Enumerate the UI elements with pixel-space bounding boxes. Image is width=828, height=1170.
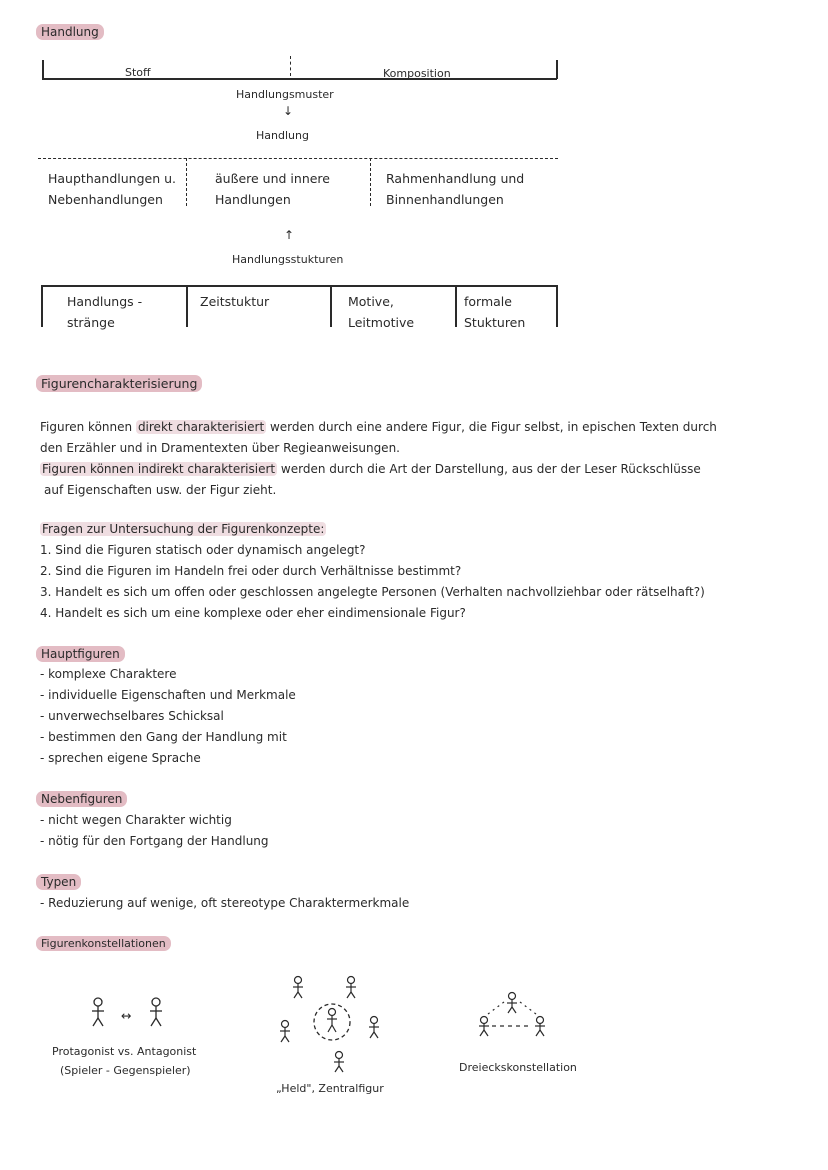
paragraph-direkt xyxy=(40,417,800,501)
paragraph-indirekt-line2: auf Eigenschaften usw. der Figur zieht. xyxy=(44,483,277,497)
label-handlungsstrukturen: Handlungsstukturen xyxy=(232,253,344,266)
box-top-line xyxy=(41,285,557,287)
fragen-heading xyxy=(40,519,800,540)
frage-item: 3. Handelt es sich um offen oder geschlossen angelegte Personen (Verhalten nachvollziehbar oder rätselhaft?) xyxy=(40,585,705,599)
highlight-indirekt: Figuren können indirekt charakterisiert xyxy=(42,462,276,476)
list-item: - unverwechselbares Schicksal xyxy=(40,709,224,723)
box3-text xyxy=(348,291,414,333)
box2-text: Zeitstuktur xyxy=(200,294,270,309)
frage-item: 2. Sind die Figuren im Handeln frei oder durch Verhältnisse bestimmt? xyxy=(40,564,462,578)
box1-line2: stränge xyxy=(67,315,115,330)
col3-text xyxy=(386,168,524,210)
list-item: - Reduzierung auf wenige, oft stereotype Charaktermerkmale xyxy=(40,896,410,910)
constellation-dreieck xyxy=(472,990,552,1036)
section-heading-handlung: Handlung xyxy=(36,24,104,40)
p1-start: Figuren können xyxy=(40,420,136,434)
box-left-line xyxy=(41,285,43,327)
list-item: - nicht wegen Charakter wichtig xyxy=(40,813,232,827)
paragraph-direkt-line2: den Erzähler und in Dramentexten über Regieanweisungen. xyxy=(40,441,400,455)
dashed-divider xyxy=(38,158,558,159)
stick-figure-icon xyxy=(293,977,303,999)
frage-item: 4. Handelt es sich um eine komplexe oder eher eindimensionale Figur? xyxy=(40,606,466,620)
frage-item: 1. Sind die Figuren statisch oder dynamisch angelegt? xyxy=(40,543,366,557)
box1-text xyxy=(67,291,142,333)
constellation-held xyxy=(276,972,386,1072)
stick-figure-icon xyxy=(369,1017,379,1039)
fragen-block xyxy=(40,519,800,624)
section-heading-nebenfiguren: Nebenfiguren xyxy=(36,791,127,807)
p2-rest: werden durch die Art der Darstellung, aus der der Leser Rückschlüsse xyxy=(277,462,701,476)
list-item: - nötig für den Fortgang der Handlung xyxy=(40,834,269,848)
section-heading-figurencharakterisierung: Figurencharakterisierung xyxy=(36,375,202,392)
stick-figure-icon xyxy=(92,998,104,1026)
box-divider-3 xyxy=(455,285,457,327)
box4-line1: formale xyxy=(464,294,512,309)
col2-line2: Handlungen xyxy=(215,192,291,207)
box1-line1: Handlungs - xyxy=(67,294,143,309)
box-divider-1 xyxy=(186,285,188,327)
top-bracket-right-tick xyxy=(556,60,558,79)
paragraph-direkt-line1 xyxy=(40,417,800,438)
label-held: „Held", Zentralfigur xyxy=(276,1082,384,1095)
col2-text xyxy=(215,168,330,210)
col1-text xyxy=(48,168,176,210)
fragen-heading-text: Fragen zur Untersuchung der Figurenkonzepte: xyxy=(42,522,325,536)
stick-figure-icon xyxy=(346,977,356,999)
section-heading-typen: Typen xyxy=(36,874,81,890)
top-bracket-left-tick xyxy=(42,60,44,79)
box4-text xyxy=(464,291,525,333)
section-heading-hauptfiguren: Hauptfiguren xyxy=(36,646,125,662)
list-item: - individuelle Eigenschaften und Merkmale xyxy=(40,688,296,702)
box3-line1: Motive, xyxy=(348,294,394,309)
stick-figure-icon xyxy=(334,1052,344,1073)
p1-rest: werden durch eine andere Figur, die Figur selbst, in epischen Texten durch xyxy=(266,420,717,434)
label-stoff: Stoff xyxy=(125,66,151,79)
hauptfiguren-list xyxy=(40,664,296,769)
paragraph-indirekt-line1 xyxy=(40,459,800,480)
box-right-line xyxy=(556,285,558,327)
stick-figure-icon xyxy=(507,993,517,1014)
col3-line1: Rahmenhandlung und xyxy=(386,171,525,186)
top-bracket-line xyxy=(42,78,557,80)
list-item: - bestimmen den Gang der Handlung mit xyxy=(40,730,287,744)
list-item: - komplexe Charaktere xyxy=(40,667,177,681)
arrow-down-icon: ↓ xyxy=(283,104,294,118)
stick-figure-icon xyxy=(327,1009,337,1033)
col3-line2: Binnenhandlungen xyxy=(386,192,504,207)
label-protagonist-line2: (Spieler - Gegenspieler) xyxy=(60,1064,191,1077)
box4-line2: Stukturen xyxy=(464,315,526,330)
stick-figure-icon xyxy=(535,1017,545,1037)
double-arrow-icon: ↔ xyxy=(121,1008,132,1023)
typen-list xyxy=(40,893,409,914)
nebenfiguren-list xyxy=(40,810,269,852)
col1-line2: Nebenhandlungen xyxy=(48,192,163,207)
top-center-tick xyxy=(290,56,291,76)
stick-figure-icon xyxy=(479,1017,489,1037)
stick-figure-icon xyxy=(280,1021,290,1043)
highlight-direkt: direkt charakterisiert xyxy=(137,420,265,434)
constellation-protagonist-antagonist xyxy=(88,996,178,1030)
box3-line2: Leitmotive xyxy=(348,315,415,330)
list-item: - sprechen eigene Sprache xyxy=(40,751,201,765)
dashed-col-divider-1 xyxy=(186,158,187,206)
label-handlung: Handlung xyxy=(256,129,309,142)
stick-figure-icon xyxy=(150,998,162,1026)
label-protagonist-line1: Protagonist vs. Antagonist xyxy=(52,1045,197,1058)
dashed-col-divider-2 xyxy=(370,158,371,206)
box-divider-2 xyxy=(330,285,332,327)
label-handlungsmuster: Handlungsmuster xyxy=(236,88,334,101)
col1-line1: Haupthandlungen u. xyxy=(48,171,176,186)
label-komposition: Komposition xyxy=(383,67,451,80)
label-protagonist xyxy=(52,1042,196,1080)
col2-line1: äußere und innere xyxy=(215,171,330,186)
section-heading-figurenkonstellationen: Figurenkonstellationen xyxy=(36,936,171,951)
arrow-up-icon: ↑ xyxy=(284,228,295,242)
label-dreieck: Dreieckskonstellation xyxy=(459,1061,577,1074)
